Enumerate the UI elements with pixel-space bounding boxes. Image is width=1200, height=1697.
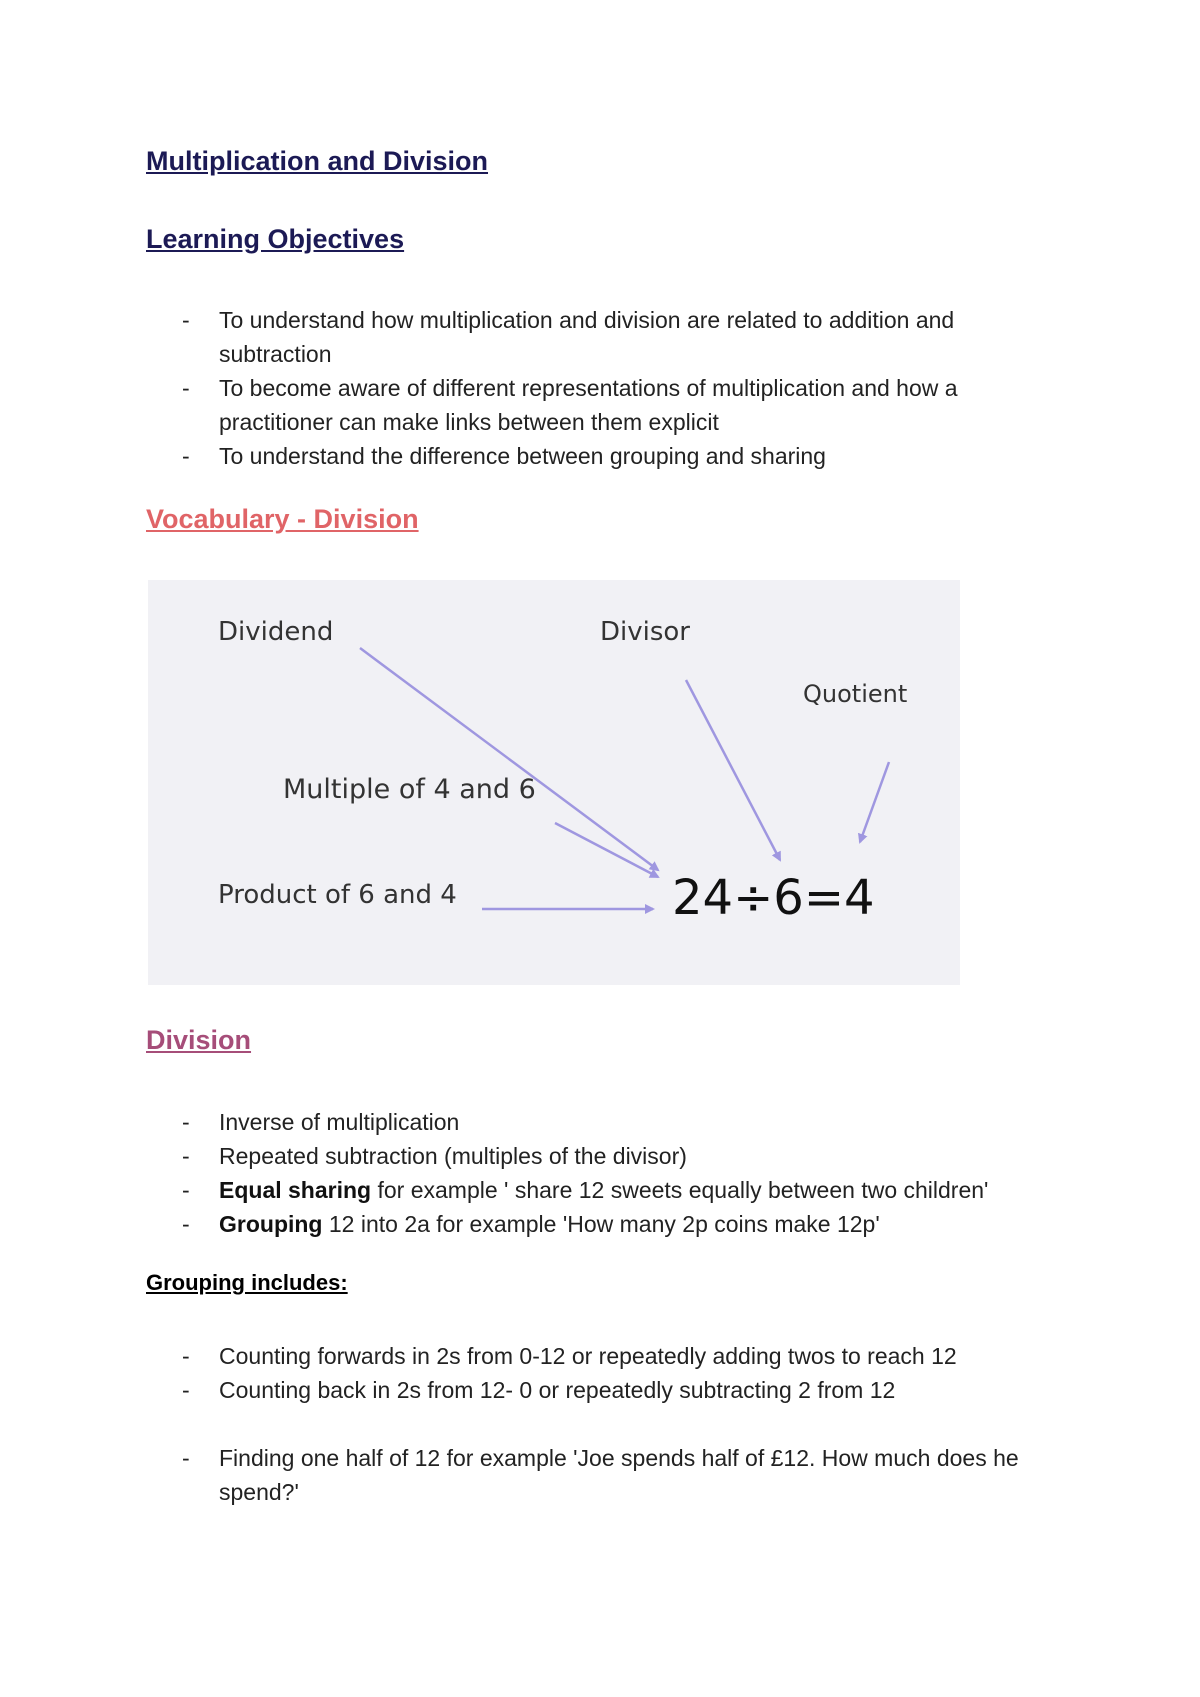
- page-title: Multiplication and Division: [146, 146, 489, 176]
- dash-bullet: -: [182, 1177, 190, 1203]
- dash-bullet: -: [182, 1109, 190, 1135]
- bold-term: Equal sharing: [219, 1177, 372, 1203]
- list-item: - To understand how multiplication and division are related to addition and subtraction: [146, 303, 1046, 371]
- multiple-label: Multiple of 4 and 6: [283, 774, 536, 805]
- dividend-label: Dividend: [218, 617, 334, 647]
- vocab-heading: Vocabulary - Division: [146, 504, 419, 534]
- divisor-arrow: [686, 680, 780, 860]
- bold-term: Grouping: [219, 1211, 323, 1237]
- dash-bullet: -: [182, 1445, 190, 1471]
- dash-bullet: -: [182, 307, 190, 333]
- dash-bullet: -: [182, 443, 190, 469]
- list-item: - Equal sharing for example ' share 12 sweets equally between two children': [146, 1173, 1046, 1207]
- list-item: - Repeated subtraction (multiples of the divisor): [146, 1139, 1046, 1173]
- division-heading: Division: [146, 1025, 252, 1055]
- objectives-list: [146, 303, 1046, 473]
- list-item: - Inverse of multiplication: [146, 1105, 1046, 1139]
- divisor-label: Divisor: [600, 617, 690, 647]
- dash-bullet: -: [182, 1143, 190, 1169]
- equation-label: 24÷6=4: [672, 870, 875, 926]
- list-item: - Grouping 12 into 2a for example 'How many 2p coins make 12p': [146, 1207, 1046, 1241]
- objectives-heading: Learning Objectives: [146, 224, 405, 254]
- division-vocabulary-diagram: [148, 580, 960, 985]
- list-item: - Counting back in 2s from 12- 0 or repeatedly subtracting 2 from 12: [146, 1373, 1046, 1407]
- dash-bullet: -: [182, 1211, 190, 1237]
- product-label: Product of 6 and 4: [218, 880, 457, 910]
- list-item: - Counting forwards in 2s from 0-12 or repeatedly adding twos to reach 12: [146, 1339, 1046, 1373]
- grouping-heading: Grouping includes:: [146, 1270, 348, 1295]
- grouping-list: [146, 1339, 1046, 1509]
- quotient-arrow: [860, 762, 889, 842]
- dash-bullet: -: [182, 1377, 190, 1403]
- quotient-label: Quotient: [803, 680, 908, 708]
- list-item: - To understand the difference between grouping and sharing: [146, 439, 1046, 473]
- division-list: [146, 1105, 1046, 1241]
- dividend-arrow: [360, 648, 658, 870]
- list-item: - To become aware of different representations of multiplication and how a practitioner can make links between them explicit: [146, 371, 1046, 439]
- dash-bullet: -: [182, 375, 190, 401]
- dash-bullet: -: [182, 1343, 190, 1369]
- list-item: - Finding one half of 12 for example 'Joe spends half of £12. How much does he spend?': [146, 1441, 1046, 1509]
